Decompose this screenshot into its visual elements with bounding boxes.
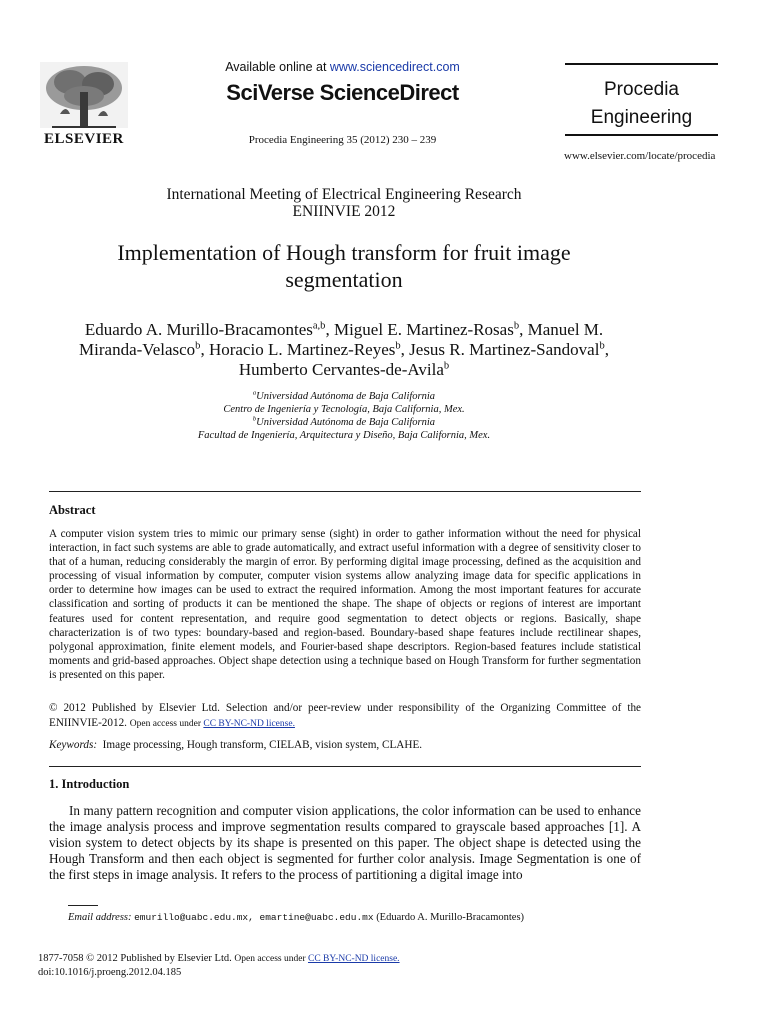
- section-heading-introduction: 1. Introduction: [49, 777, 130, 791]
- affiliation-text: Facultad de Ingeniería, Arquitectura y Diseño, Baja California, Mex.: [197, 430, 491, 441]
- journal-name-line1: Procedia: [604, 79, 679, 100]
- author-separator: ,: [519, 320, 528, 339]
- author-name: Humberto Cervantes-de-Avila: [238, 360, 444, 379]
- affiliation: [0, 404, 688, 415]
- author-separator: ,: [325, 320, 334, 339]
- copyright-notice: [49, 701, 641, 732]
- journal-citation: Procedia Engineering 35 (2012) 230 – 239: [248, 134, 437, 146]
- open-access-label: Open access under: [129, 719, 204, 729]
- email-addresses[interactable]: emurillo@uabc.edu.mx, emartine@uabc.edu.mx: [134, 912, 374, 923]
- affiliation: [0, 417, 688, 428]
- author-affiliation-mark: b: [443, 360, 450, 372]
- issn-text: 1877-7058 © 2012 Published by Elsevier Ltd.: [38, 953, 235, 964]
- copyright-symbol: ©: [49, 702, 58, 714]
- keywords-list: Image processing, Hough transform, CIELAB, vision system, CLAHE.: [102, 739, 423, 751]
- keywords-label: Keywords:: [49, 739, 98, 751]
- conference-acronym: ENIINVIE 2012: [292, 203, 396, 220]
- author-affiliation-mark: b: [513, 320, 520, 332]
- available-prefix: Available online at: [225, 60, 330, 74]
- author-name: Manuel M.: [527, 320, 604, 339]
- affiliation-mark: b: [252, 415, 257, 423]
- doi[interactable]: doi:10.1016/j.proeng.2012.04.185: [38, 967, 182, 978]
- author-separator: ,: [200, 340, 209, 359]
- affiliation: [0, 391, 688, 402]
- copyright-text: 2012 Published by Elsevier Ltd. Selection and/or peer-review under responsibility of the Organizing Committee of the ENIINVIE-2012.: [49, 702, 641, 729]
- abstract-heading: Abstract: [49, 503, 96, 517]
- abstract-top-rule: [49, 491, 641, 492]
- affiliation-text: Universidad Autónoma de Baja California: [256, 417, 436, 428]
- author-separator: ,: [400, 340, 410, 359]
- sciencedirect-url[interactable]: www.sciencedirect.com: [329, 60, 460, 74]
- paper-title-line1: Implementation of Hough transform for fruit image: [117, 240, 571, 265]
- conference-name: International Meeting of Electrical Engineering Research: [166, 186, 522, 203]
- email-owner: (Eduardo A. Murillo-Bracamontes): [376, 912, 525, 923]
- paper-title-line2: segmentation: [285, 267, 403, 292]
- footnote-rule: [68, 905, 98, 906]
- sciverse-brand: SciVerse ScienceDirect: [226, 80, 459, 105]
- author-line-2: [0, 340, 688, 360]
- author-name: Horacio L. Martinez-Reyes: [208, 340, 396, 359]
- author-line-3: [0, 360, 688, 380]
- keywords: [49, 739, 641, 751]
- license-link[interactable]: CC BY-NC-ND license.: [203, 719, 295, 729]
- footer-license-link[interactable]: CC BY-NC-ND license.: [307, 954, 400, 964]
- author-name: Eduardo A. Murillo-Bracamontes: [84, 320, 313, 339]
- author-affiliation-mark: a,b: [312, 320, 326, 332]
- affiliation: [0, 430, 688, 441]
- affiliation-text: Universidad Autónoma de Baja California: [256, 391, 436, 402]
- email-label: Email address:: [68, 912, 132, 923]
- issn-line: [38, 953, 400, 964]
- journal-name: [565, 76, 718, 132]
- abstract-bottom-rule: [49, 766, 641, 767]
- journal-name-line2: Engineering: [590, 107, 693, 128]
- introduction-text: In many pattern recognition and computer vision applications, the color information can be used to enhance the image analysis process and improve segmentation results compared to grayscale based approaches [1]. A vision system to detect objects by its shape is presented on this paper. The object shape is detected using the Hough Transform and then each object is segmented for further color analysis. Image Segmentation is one of the first steps in image analysis. It refers to the process of partitioning a digital image into: [49, 803, 641, 882]
- email-footnote: [68, 912, 524, 923]
- footer-open-access-label: Open access under: [234, 954, 308, 964]
- author-name: Jesus R. Martinez-Sandoval: [409, 340, 600, 359]
- journal-url[interactable]: www.elsevier.com/locate/procedia: [564, 150, 716, 162]
- author-affiliation-mark: b: [395, 340, 401, 352]
- publisher-name: ELSEVIER: [44, 131, 124, 147]
- author-name: Miranda-Velasco: [79, 340, 196, 359]
- available-online: [180, 60, 505, 74]
- affiliation-mark: a: [252, 389, 257, 397]
- abstract-text: A computer vision system tries to mimic our primary sense (sight) in order to gather information without the need for physical interaction, in fact such systems are able to grade automatically, and extract useful information with a degree of sensitivity closer to that of a human, reducing considerably the margin of error. By performing digital image processing, defined as the acquisition and processing of visual information by computer, computer vision systems allow analyzing image data for specific applications in order to determine how images can be used to extract the required information. Among the most important features for accurate classification and sorting of products it can be mentioned the shape. The shape of objects or regions of interest are important features used for content representation, and require good segmentation to detect objects or regions. Basically, shape characterization is of two types: boundary-based and region-based. Boundary-based shape features include rectilinear shapes, polygonal approximation, finite element models, and Fourier-based shape descriptors. Region-based features include statistical moments and grid-based approaches. Object shape detection using a technique based on Hough Transform for further segmentation is presented on this paper.: [49, 528, 641, 681]
- author-separator: ,: [604, 340, 609, 359]
- author-affiliation-mark: b: [599, 340, 605, 352]
- author-name: Miguel E. Martinez-Rosas: [333, 320, 514, 339]
- author-line-1: [0, 320, 688, 340]
- affiliation-text: Centro de Ingeniería y Tecnología, Baja California, Mex.: [223, 404, 465, 415]
- author-affiliation-mark: b: [195, 340, 201, 352]
